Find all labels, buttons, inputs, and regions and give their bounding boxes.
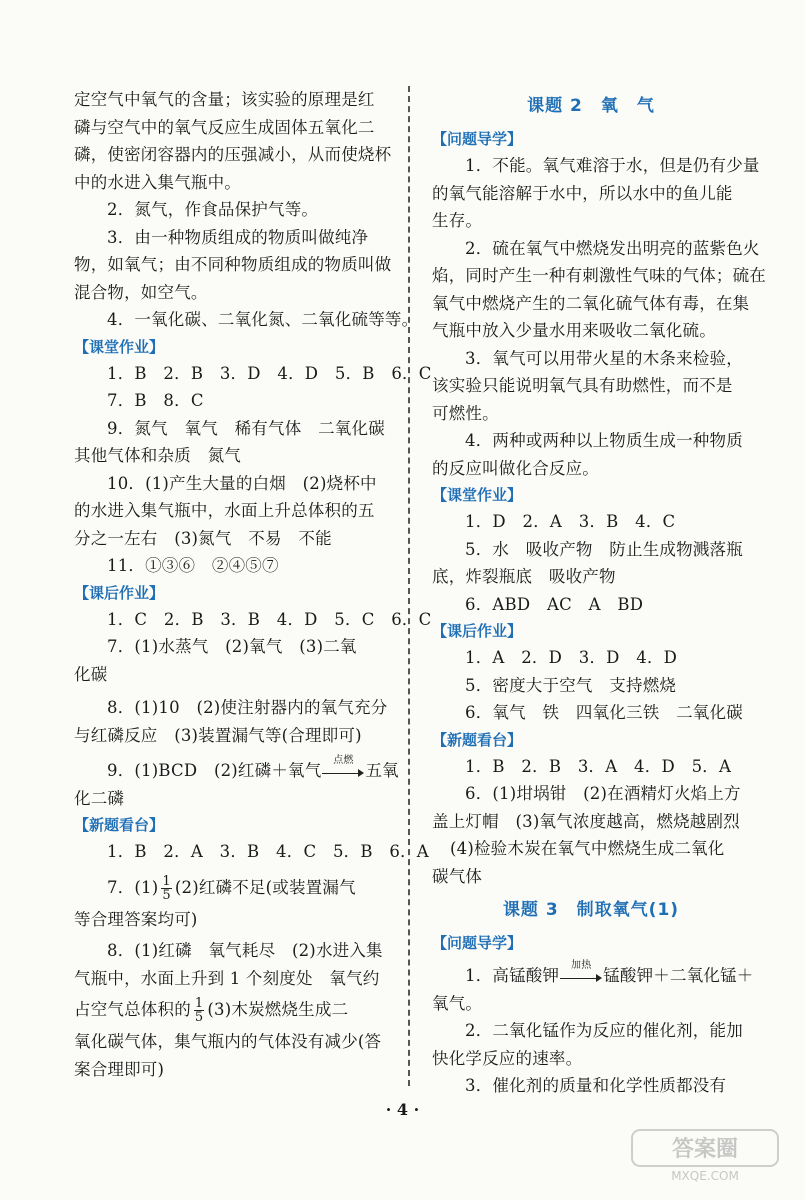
watermark-text: 答案圈 — [671, 1137, 739, 1162]
text-line: 焰，同时产生一种有刺激性气味的气体；硫在 — [432, 266, 766, 285]
answer-line: 气瓶中，水面上升到 1 个刻度处 氧气约 — [74, 968, 380, 988]
section-header-homework: 【课后作业】 — [432, 622, 523, 640]
text-line: 定空气中氧气的含量；该实验的原理是红 — [74, 90, 375, 109]
answer-line: 1．A 2．D 3．D 4．D — [465, 648, 678, 667]
equation-line — [74, 754, 399, 785]
text-line: 混合物，如空气。 — [74, 282, 208, 302]
text-line: 磷，使密闭容器内的压强减小，从而使烧杯 — [74, 145, 392, 164]
answer-text: (2)红磷不足(或装置漏气 — [174, 877, 356, 897]
answer-line-fraction — [74, 870, 390, 906]
answer-line: 7．B 8．C — [107, 391, 204, 410]
answer-line: 5．水 吸收产物 防止生成物溅落瓶 — [465, 539, 743, 559]
answer-line: 10．(1)产生大量的白烟 (2)烧杯中 — [107, 473, 377, 493]
watermark-stamp-icon — [630, 1128, 780, 1184]
answer-line: (4)检验木炭在氧气中燃烧生成二氧化 — [450, 839, 725, 858]
section-header-homework: 【课后作业】 — [74, 583, 165, 602]
answer-line: 氧化碳气体，集气瓶内的气体没有减少(答 — [74, 1032, 382, 1051]
answer-line-fraction — [74, 992, 390, 1028]
answer-line: 6．(1)坩埚钳 (2)在酒精灯火焰上方 — [465, 784, 741, 803]
answer-line: 底，炸裂瓶底 吸收产物 — [432, 567, 616, 586]
watermark-logo — [630, 1128, 780, 1184]
text-line: 3．由一种物质组成的物质叫做纯净 — [107, 227, 369, 247]
lesson-title-making-oxygen: 课题 3 制取氧气(1) — [502, 900, 680, 920]
answer-line: 1．B 2．A 3．B 4．C 5．B 6．A — [107, 842, 429, 861]
watermark-url: MXQE.COM — [671, 1169, 739, 1183]
reaction-condition: 点燃 — [333, 754, 354, 766]
text-line: 3．氧气可以用带火星的木条来检验， — [465, 348, 743, 368]
text-line: 快化学反应的速率。 — [432, 1048, 583, 1068]
answer-line: 1．C 2．B 3．B 4．D 5．C 6．C — [107, 609, 432, 629]
text-line: 氧气。 — [432, 993, 483, 1013]
text-line: 1．不能。氧气难溶于水，但是仍有少量 — [465, 156, 760, 175]
answer-line: 其他气体和杂质 氮气 — [74, 446, 241, 465]
answer-line: 案合理即可) — [74, 1059, 165, 1079]
reaction-condition: 加热 — [571, 959, 592, 971]
answer-line: 化碳 — [74, 664, 108, 684]
section-header-classwork: 【课堂作业】 — [74, 337, 165, 356]
answer-line: 化二磷 — [74, 788, 125, 808]
answer-line: 6．ABD AC A BD — [465, 594, 644, 614]
text-line: 4．一氧化碳、二氧化氮、二氧化硫等等。 — [107, 310, 419, 329]
text-line: 3．催化剂的质量和化学性质都没有 — [465, 1076, 727, 1095]
text-line: 2．氮气，作食品保护气等。 — [107, 200, 319, 219]
fraction — [161, 875, 171, 902]
reaction-arrow-icon — [560, 959, 602, 984]
fraction-numerator: 1 — [162, 873, 171, 889]
equation-line — [432, 959, 754, 990]
fraction-numerator: 1 — [194, 996, 204, 1011]
text-line: 4．两种或两种以上物质生成一种物质 — [465, 431, 743, 450]
answer-line: 11．①③⑥ ②④⑤⑦ — [107, 556, 279, 575]
text-line: 的反应叫做化合反应。 — [432, 458, 599, 478]
answer-line: 分之一左右 (3)氮气 不易 不能 — [74, 528, 332, 548]
reaction-arrow-icon — [322, 754, 364, 779]
left-column — [74, 86, 432, 1083]
answer-line: 8．(1)红磷 氧气耗尽 (2)水进入集 — [107, 941, 383, 960]
text-line: 可燃性。 — [432, 403, 499, 423]
fraction-denominator: 5 — [194, 1010, 204, 1025]
text-line: 2．二氧化锰作为反应的催化剂，能加 — [465, 1021, 743, 1040]
answer-line: 碳气体 — [432, 866, 483, 886]
section-header-guided-questions: 【问题导学】 — [432, 130, 523, 148]
answer-line: 等合理答案均可) — [74, 909, 198, 929]
text-line: 中的水进入集气瓶中。 — [74, 172, 241, 192]
section-header-guided-questions: 【问题导学】 — [432, 934, 523, 952]
section-header-classwork: 【课堂作业】 — [432, 486, 523, 504]
text-line: 2．硫在氧气中燃烧发出明亮的蓝紫色火 — [465, 238, 760, 258]
equation-text: 9．(1)BCD (2)红磷＋氧气 — [107, 761, 322, 780]
text-line: 氧气中燃烧产生的二氧化硫气体有毒，在集 — [432, 293, 750, 313]
section-header-new-questions: 【新题看台】 — [74, 816, 165, 834]
answer-text: (3)木炭燃烧生成二 — [207, 1000, 349, 1019]
answer-line: 的水进入集气瓶中，水面上升总体积的五 — [74, 501, 375, 520]
fraction-denominator: 5 — [162, 887, 171, 903]
equation-product: 五氧 — [365, 761, 399, 780]
right-column — [432, 86, 766, 1100]
text-line: 生存。 — [432, 211, 483, 230]
equation-text: 1．高锰酸钾 — [465, 966, 560, 985]
page-number: · 4 · — [385, 1100, 420, 1119]
answer-line: 与红磷反应 (3)装置漏气等(合理即可) — [74, 725, 362, 745]
text-line: 气瓶中放入少量水用来吸收二氧化硫。 — [432, 321, 716, 340]
equation-product: 锰酸钾＋二氧化锰＋ — [603, 966, 754, 985]
answer-text: 7．(1) — [107, 877, 159, 897]
answer-text: 占空气总体积的 — [74, 1000, 191, 1019]
answer-line: 5．密度大于空气 支持燃烧 — [465, 675, 677, 695]
answer-line: 1．B 2．B 3．D 4．D 5．B 6．C — [107, 363, 432, 383]
answer-line: 6．氧气 铁 四氧化三铁 二氧化碳 — [465, 703, 743, 722]
fraction — [194, 997, 204, 1024]
text-line: 物，如氧气；由不同种物质组成的物质叫做 — [74, 255, 392, 274]
text-line: 磷与空气中的氧气反应生成固体五氧化二 — [74, 117, 375, 137]
text-line: 的氧气能溶解于水中，所以水中的鱼儿能 — [432, 183, 733, 203]
answer-line: 9．氮气 氧气 稀有气体 二氧化碳 — [107, 418, 385, 438]
section-header-new-questions: 【新题看台】 — [432, 730, 523, 749]
text-line: 该实验只能说明氧气具有助燃性，而不是 — [432, 376, 733, 395]
answer-line: 1．B 2．B 3．A 4．D 5．A — [465, 756, 732, 776]
answer-line: 盖上灯帽 (3)氧气浓度越高，燃烧越剧烈 — [432, 811, 740, 831]
lesson-title-oxygen: 课题 2 氧 气 — [527, 96, 655, 116]
answer-line: 1．D 2．A 3．B 4．C — [465, 512, 676, 531]
answer-line: 8．(1)10 (2)使注射器内的氧气充分 — [107, 698, 388, 717]
column-divider — [408, 86, 410, 1086]
answer-line: 7．(1)水蒸气 (2)氧气 (3)二氧 — [107, 637, 357, 656]
